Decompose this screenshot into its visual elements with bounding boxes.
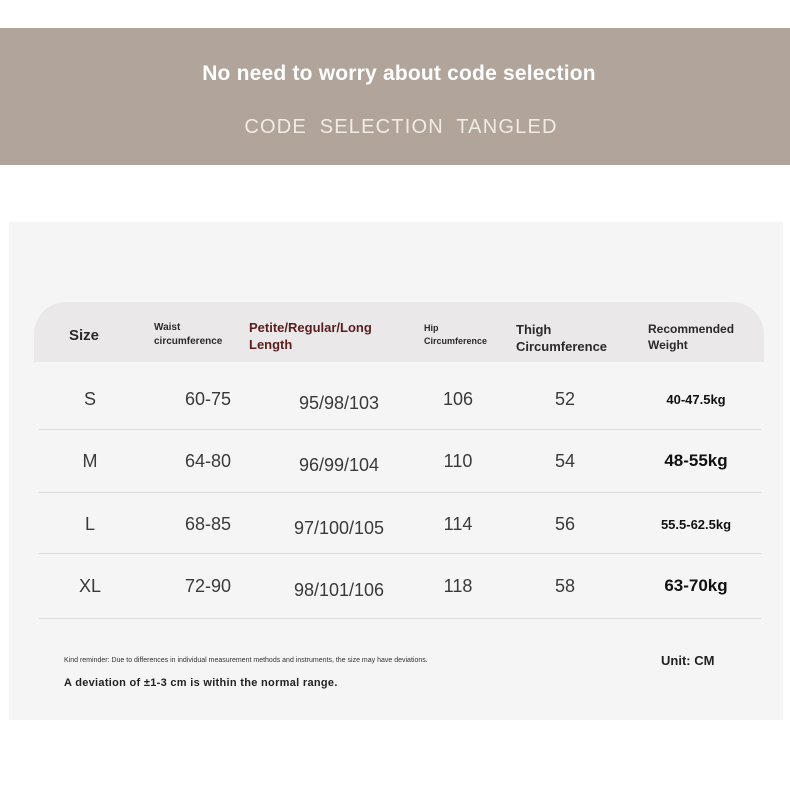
header-thigh [516,322,607,356]
cell-hip: 114 [443,513,473,534]
header-thigh-line1: Thigh [516,322,552,337]
cell-weight: 48-55kg [664,451,728,470]
cell-thigh: 58 [554,575,576,596]
header-hip [424,322,487,347]
cell-thigh: 56 [554,513,576,534]
deviation-note: A deviation of ±1-3 cm is within the normal range. [64,677,338,689]
cell-thigh: 52 [554,388,576,409]
cell-hip: 106 [442,388,474,409]
banner-title: No need to worry about code selection [202,62,596,85]
cell-length: 96/99/104 [298,454,380,475]
table-row [34,555,764,617]
cell-size: L [84,513,95,534]
cell-size: S [83,388,96,409]
row-divider [39,553,761,554]
kind-reminder: Kind reminder: Due to differences in individual measurement methods and instruments, the size may have deviations. [64,657,428,664]
cell-hip: 118 [443,575,473,596]
header-length-line2: Length [249,336,293,352]
header-waist-line2: circumference [154,335,223,347]
cell-weight: 40-47.5kg [666,391,726,407]
banner-subtitle: CODE SELECTION TANGLED [244,116,558,138]
cell-length: 98/101/106 [293,579,385,600]
cell-waist: 64-80 [184,450,232,471]
header-hip-line1: Hip [424,323,439,333]
cell-size: XL [78,575,102,596]
cell-waist: 68-85 [184,513,232,534]
header-weight [648,322,734,353]
unit-label: Unit: CM [661,653,715,668]
cell-waist: 60-75 [184,388,232,409]
header-length [249,320,372,354]
header-length-line1: Petite/Regular/Long [249,320,372,335]
table-row [34,493,764,555]
cell-length: 95/98/103 [298,392,380,413]
table-row [34,430,764,492]
header-banner [0,28,790,165]
cell-size: M [82,450,98,471]
header-weight-line1: Recommended [648,322,735,336]
cell-length: 97/100/105 [293,517,385,538]
header-thigh-line2: Circumference [516,338,608,354]
header-waist-line1: Waist [154,322,181,333]
cell-waist: 72-90 [184,575,232,596]
cell-weight: 63-70kg [664,576,728,595]
header-weight-line2: Weight [648,337,688,352]
header-size: Size [69,327,100,344]
cell-weight: 55.5-62.5kg [660,516,732,532]
header-waist [154,321,222,348]
table-row [34,368,764,430]
size-chart-panel [9,222,783,720]
cell-thigh: 54 [554,450,576,471]
cell-hip: 110 [443,450,473,471]
header-hip-line2: Circumference [424,335,488,346]
row-divider [39,618,761,619]
